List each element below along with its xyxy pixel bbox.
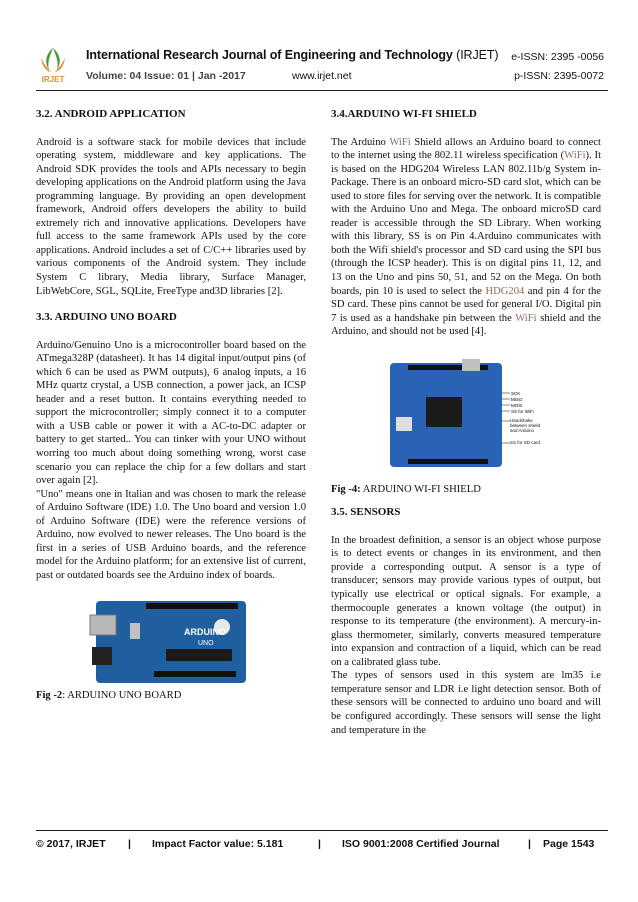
volume-issue: Volume: 04 Issue: 01 | Jan -2017: [86, 70, 246, 82]
footer-separator: |: [318, 838, 321, 850]
footer-rule: [36, 830, 608, 831]
footer-separator: |: [528, 838, 531, 850]
figure-arduino-uno: [86, 597, 256, 687]
right-column: [331, 108, 601, 737]
wifi-shield-image: [386, 357, 546, 475]
shield-label-mosi: MOSI: [511, 402, 523, 408]
footer-impact-factor: Impact Factor value: 5.181: [152, 838, 284, 850]
arduino-uno-paragraph-2: "Uno" means one in Italian and was chosen to mark the release of Arduino Software (IDE) 1.0. The Uno board and version 1.0 of Arduino Software (IDE) were the reference versions of Arduino, now evolved to newer releases. The Uno board is the first in a series of USB Arduino boards, and the reference model for the Arduino platform; for an extensive list of current, past or outdated boards see the Arduino index of boards.: [36, 488, 306, 581]
shield-label-handshake: Handshake between shield and Arduino: [510, 417, 541, 433]
svg-text:ARDUINO: ARDUINO: [184, 626, 226, 637]
sensors-paragraph-2: The types of sensors used in this system are lm35 i.e temperature sensor and LDR i.e light detection sensor. Both of these sensors will be connected to arduino uno board and will be configured accordingly. These sensors will sense the light and temperature in the: [331, 670, 601, 736]
figure-wifi-shield: [386, 357, 546, 475]
footer-copyright: © 2017, IRJET: [36, 838, 106, 850]
figure-2-caption: Fig -2: ARDUINO UNO BOARD: [36, 689, 182, 701]
shield-label-sck: SCK: [511, 390, 521, 396]
footer-separator: |: [128, 838, 131, 850]
section-title-arduino-uno: 3.3. ARDUINO UNO BOARD: [36, 311, 177, 324]
irjet-logo: [36, 44, 70, 84]
shield-label-miso: MISO: [511, 396, 523, 402]
journal-title: International Research Journal of Engineering and Technology (IRJET): [86, 48, 499, 62]
footer-iso: ISO 9001:2008 Certified Journal: [342, 838, 500, 850]
footer-page-number: Page 1543: [543, 838, 595, 850]
arduino-uno-board-image: [86, 597, 256, 687]
journal-website[interactable]: www.irjet.net: [292, 70, 352, 82]
shield-label-ss-wifi: SS for WiFi: [511, 408, 534, 414]
header-rule: [36, 90, 608, 91]
p-issn: p-ISSN: 2395-0072: [514, 70, 604, 82]
figure-4-caption: Fig -4: ARDUINO WI-FI SHIELD: [331, 483, 481, 495]
left-column: [36, 108, 306, 702]
arduino-uno-paragraph-1: Arduino/Genuino Uno is a microcontroller board based on the ATmega328P (datasheet). It has 14 digital input/output pins (of which 6 can be used as PWM outputs), 6 analog inputs, a 16 MHz quartz crystal, a USB connection, a power jack, an ICSP header and a reset button. It contains everything needed to support the microcontroller; simply connect it to a computer with a USB cable or power it with a AC-to-DC adapter or battery to get started.. You can tinker with your UNO without worring too much about doing something wrong, worst case scenario you can replace the chip for a few dollars and start over again [2].: [36, 339, 306, 487]
android-paragraph: Android is a software stack for mobile devices that include operating system, middleware and key applications. The Android SDK provides the tools and APIs necessary to begin developing applications on the Android platform using the Java programming language. By providing an open development framework, Android offers developers the ability to build extremely rich and innovative applications. Developers have full access to the same framework APIs used by the core applications. Android includes a set of C/C++ libraries used by various components of the Android system. They include System C library, Media library, Surface Manager, LibWebCore, SGL, SQLite, FreeType and3D libraries [2].: [36, 136, 306, 297]
section-title-sensors: 3.5. SENSORS: [331, 506, 401, 519]
section-title-wifi-shield: 3.4.ARDUINO WI-FI SHIELD: [331, 108, 477, 120]
svg-text:UNO: UNO: [198, 639, 214, 647]
page-header: [36, 42, 608, 88]
section-title-android: 3.2. ANDROID APPLICATION: [36, 108, 186, 120]
svg-text:IRJET: IRJET: [41, 75, 65, 84]
sensors-paragraph-1: In the broadest definition, a sensor is an object whose purpose is to detect events or changes in its environment, and then provide a corresponding output. A sensor is a type of transducer; sensors may provide various types of output, but typically use electrical or optical signals. For example, a thermocouple generates a known voltage (the output) in response to its temperature (the environment). A mercury-in-glass thermometer, similarly, converts measured temperature into expansion and contraction of a liquid, which can be read on a calibrated glass tube.: [331, 534, 601, 668]
shield-label-ss-sd: SS for SD card: [510, 439, 541, 445]
wifi-shield-paragraph: The Arduino WiFi Shield allows an Arduino board to connect to the internet using the 802.11 wireless specification (WiFi). It is based on the HDG204 Wireless LAN 802.11b/g System in-Package. There is an onboard micro-SD card slot, which can be used to store files for serving over the network. It is compatible with the Arduino Uno and Mega. The onboard microSD card reader is accessible through the SD Library. When working with this library, SS is on Pin 4.Arduino communicates with both the Wifi shield's processor and SD card using the SPI bus (through the ICSP header). This is on digital pins 11, 12, and 13 on the Uno and pins 50, 51, and 52 on the Mega. On both boards, pin 10 is used to select the HDG204 and pin 4 for the SD card. These pins cannot be used for general I/O. Digital pin 7 is used as a handshake pin between the WiFi shield and the Arduino, and should not be used [4].: [331, 136, 602, 338]
e-issn: e-ISSN: 2395 -0056: [511, 51, 604, 63]
